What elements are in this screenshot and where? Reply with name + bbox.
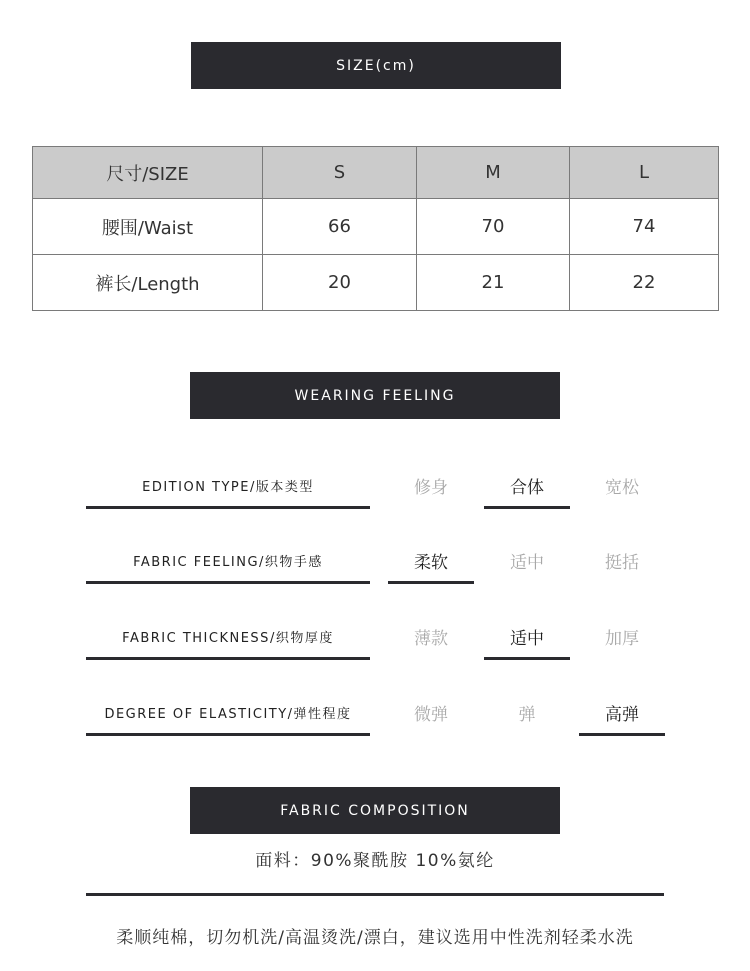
feeling-label-underline bbox=[86, 581, 370, 584]
table-cell: 22 bbox=[570, 255, 719, 311]
selected-option-underline bbox=[579, 733, 665, 736]
feeling-label-underline bbox=[86, 657, 370, 660]
feeling-label-underline bbox=[86, 506, 370, 509]
feeling-row-edition-type bbox=[0, 456, 750, 516]
feeling-row-fabric-feeling bbox=[0, 531, 750, 591]
table-cell: 腰围/Waist bbox=[33, 199, 263, 255]
feeling-label: DEGREE OF ELASTICITY/弹性程度 bbox=[104, 706, 352, 722]
care-instructions: 柔顺纯棉，切勿机洗/高温烫洗/漂白，建议选用中性洗剂轻柔水洗 bbox=[116, 928, 634, 948]
feeling-option: 微弹 bbox=[414, 704, 448, 725]
size-table-header-cell: M bbox=[417, 147, 570, 199]
selected-option-underline bbox=[484, 506, 570, 509]
feeling-option: 挺括 bbox=[605, 552, 639, 573]
table-row bbox=[33, 255, 719, 311]
table-cell: 70 bbox=[417, 199, 570, 255]
size-section-title bbox=[191, 42, 561, 89]
feeling-option: 适中 bbox=[510, 552, 544, 573]
size-section-title-text: SIZE(cm) bbox=[336, 57, 416, 74]
feeling-option: 加厚 bbox=[605, 628, 639, 649]
table-row bbox=[33, 199, 719, 255]
feeling-row-elasticity bbox=[0, 683, 750, 743]
fabric-composition-title-text: FABRIC COMPOSITION bbox=[280, 802, 470, 819]
selected-option-underline bbox=[388, 581, 474, 584]
feeling-option: 修身 bbox=[414, 477, 448, 498]
table-cell: 74 bbox=[570, 199, 719, 255]
feeling-option: 薄款 bbox=[414, 628, 448, 649]
wearing-feeling-title bbox=[190, 372, 560, 419]
size-table-header-row bbox=[33, 147, 719, 199]
feeling-option: 高弹 bbox=[605, 704, 639, 725]
size-table-header-cell: S bbox=[263, 147, 417, 199]
table-cell: 裤长/Length bbox=[33, 255, 263, 311]
size-table-header-cell: L bbox=[570, 147, 719, 199]
feeling-label: EDITION TYPE/版本类型 bbox=[142, 479, 314, 495]
feeling-row-fabric-thickness bbox=[0, 607, 750, 667]
table-cell: 66 bbox=[263, 199, 417, 255]
feeling-option: 弹 bbox=[518, 704, 536, 725]
size-table-header-cell: 尺寸/SIZE bbox=[33, 147, 263, 199]
table-cell: 20 bbox=[263, 255, 417, 311]
feeling-option: 合体 bbox=[510, 477, 544, 498]
composition-text: 面料：90%聚酰胺 10%氨纶 bbox=[255, 851, 495, 871]
feeling-option: 适中 bbox=[510, 628, 544, 649]
fabric-composition-title bbox=[190, 787, 560, 834]
size-table bbox=[32, 146, 719, 311]
feeling-label: FABRIC THICKNESS/织物厚度 bbox=[122, 630, 334, 646]
feeling-label-underline bbox=[86, 733, 370, 736]
selected-option-underline bbox=[484, 657, 570, 660]
feeling-option: 宽松 bbox=[605, 477, 639, 498]
section-divider bbox=[86, 893, 664, 896]
wearing-feeling-title-text: WEARING FEELING bbox=[294, 387, 456, 404]
feeling-label: FABRIC FEELING/织物手感 bbox=[133, 554, 323, 570]
table-cell: 21 bbox=[417, 255, 570, 311]
feeling-option: 柔软 bbox=[414, 552, 448, 573]
